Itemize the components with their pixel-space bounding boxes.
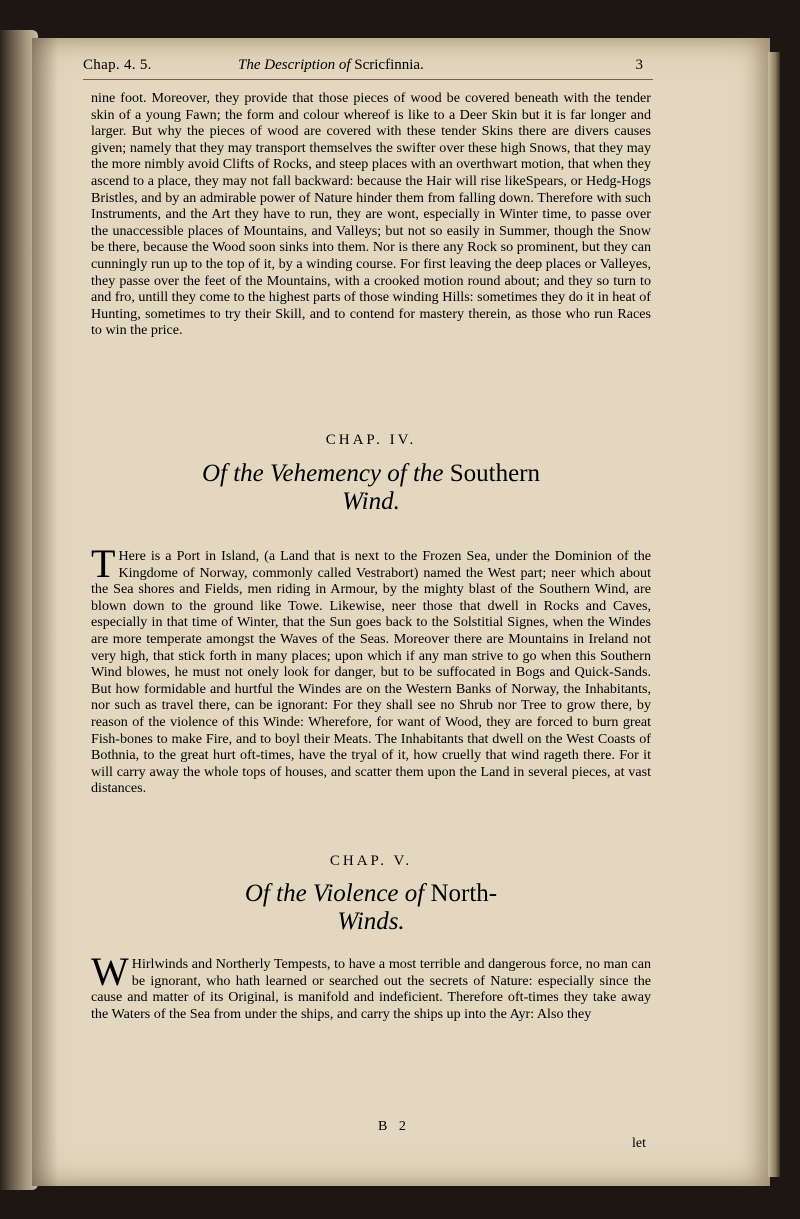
running-title-roman: Scricfinnia. [350,57,424,73]
chapter-4-title-italic: Of the Vehemency of the [201,460,444,487]
running-title [238,57,613,74]
running-title-italic: The Description of [238,57,351,73]
running-header [83,57,643,79]
chapter-4-title [91,460,651,516]
chapter-4-title-line2: Wind. [342,488,400,515]
dropcap-t: T [91,541,116,586]
chapter-4-paragraph [91,541,651,797]
chapter-5-text: Hirlwinds and Northerly Tempests, to have a most terrible and dangerous force, no man can be ignorant, who hath learned or searched out the secrets of Nature: especially since the cause and matter of its Original, is manifold and indeficient. Therefore oft-times they take away the Waters of the Sea from under the ships, and carry the ships up into the Ayr: Also they [91,956,651,1022]
chapter-5-title-line2: Winds. [337,908,405,935]
chapter-5-paragraph [91,949,651,1022]
chapter-reference: Chap. 4. 5. [83,57,152,73]
chapter-5-heading: CHAP. V. [329,853,413,869]
chapter-5-title-italic: Of the Violence of [244,880,425,907]
catchword: let [632,1136,646,1151]
paragraph-continuation: nine foot. Moreover, they provide that those pieces of wood be covered beneath with the tender skin of a young Fawn; the form and colour whereof is like to a Deer Skin but it is far longer and larger. But why the pieces of wood are covered with these tender Skins there are divers causes given; namely that they may transport themselves the swifter over these high Snows, that they may the more nimbly avoid Clifts of Rocks, and steep places with an overthwart motion, that when they ascend to a place, they may not fall backward: because the Hair will rise likeSpears, or Hedg-Hogs Bristles, and by an admirable power of Nature hinder them from falling down. Therefore with such Instruments, and the Art they have to run, they are wont, especially in Winter time, to passe over the unaccessible places of Mountains, and Valleys; but not so easily in Summer, though the Snow be there, because the Wood soon sinks into them. Nor is there any Rock so prominent, but they can cunningly run up to the top of it, by a winding course. For first leaving the deep places or Valleyes, they passe over the feet of the Mountains, with a crooked motion round about; and they so turn to and fro, untill they come to the highest parts of those winding Hills: sometimes they do it in heat of Hunting, sometimes to try their Skill, and to contend for mastery therein, as those who run Races to win the price. [91,90,651,339]
signature-mark: B 2 [378,1119,410,1134]
page-gutter [32,38,58,1186]
dropcap-w: W [91,949,129,994]
page-fore-edge [768,52,780,1177]
chapter-5-title-roman: North- [424,880,498,907]
chapter-4-text: Here is a Port in Island, (a Land that is next to the Frozen Sea, under the Dominion of the Kingdome of Norway, commonly called Vestrabort) named the West part; neer which about the Sea shores and Fields, men riding in Armour, by the mighty blast of the Southern Wind, are blown down to the ground like Towe. Likewise, neer those that dwell in Rocks and Caves, especially in that time of Winter, that the Sun goes back to the Solstitial Signes, when the Windes are more temperate amongst the Waves of the Seas. Moreover there are Mountains in Ireland not very high, that stick forth in many places; upon which if any man strive to go when this Southern Wind blowes, he must not onely look for danger, but to be suffocated in Bogs and Quick-Sands. But how formidable and hurtful the Windes are on the Western Banks of Norway, the Inhabitants, nor such as travel there, can be ignorant: For they shall see no Shrub nor Tree to grow there, by reason of the violence of this Winde: Wherefore, for want of Wood, they are forced to burn great Fish-bones to make Fire, and to boyl their Meats. The Inhabitants that dwell on the West Coasts of Bothnia, to the great hurt oft-times, have the tryal of it, how cruelly that wind rageth there. For it will carry away the whole tops of houses, and scatter them upon the Land in several pieces, at vast distances. [91,548,651,797]
chapter-5-title [91,880,651,936]
chapter-4-title-roman: Southern [443,460,541,487]
chapter-4-heading: CHAP. IV. [325,432,417,448]
page-number: 3 [635,57,643,73]
header-rule [83,79,653,80]
